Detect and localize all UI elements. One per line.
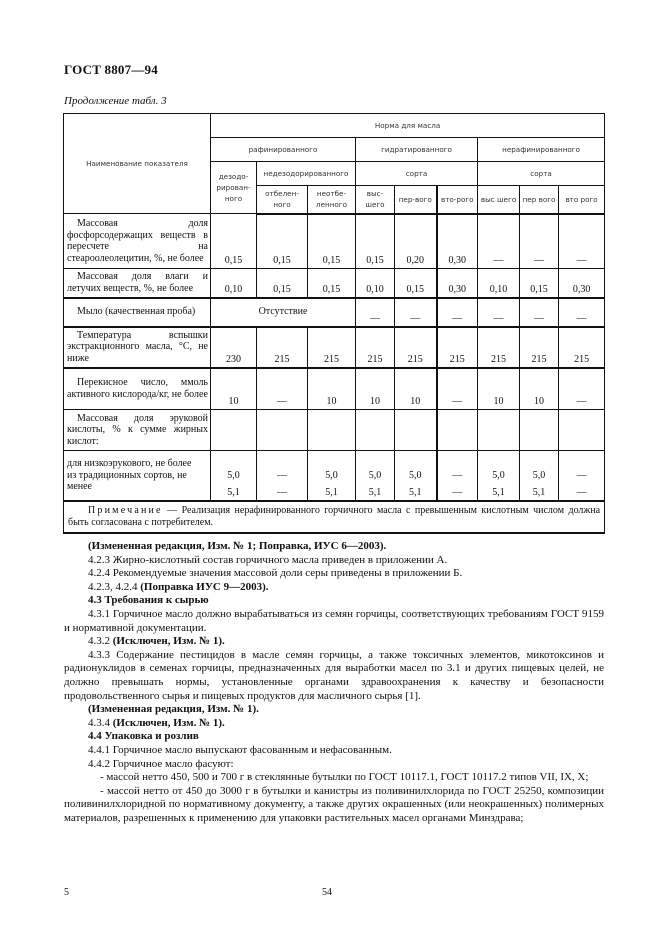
header-non-deodorized: недезодорированного: [257, 162, 356, 186]
cell: —: [437, 368, 478, 410]
row-label: Массовая доля эруковой кислоты, % к сумме жирных кислот:: [64, 410, 211, 451]
clause-4-4-1: 4.4.1 Горчичное масло выпускают фасованным и нефасованным.: [88, 743, 392, 756]
cell: 215: [520, 327, 559, 368]
header-hydrated: гидратированного: [356, 138, 478, 162]
cell: 10: [211, 368, 257, 410]
footer-left-number: 5: [64, 887, 69, 898]
cell: —: [437, 298, 478, 327]
cell: 215: [559, 327, 605, 368]
header-u-highest: выс шего: [478, 186, 520, 214]
cell: 215: [437, 327, 478, 368]
row-label: Массовая доля влаги и летучих веществ, %, не более: [64, 269, 211, 298]
cell: [478, 410, 520, 451]
note-label: Примечание: [88, 504, 163, 516]
cell: 0,30: [437, 269, 478, 298]
cell: 0,10: [211, 269, 257, 298]
clause-4-3-3: 4.3.3 Содержание пестицидов в масле семян горчицы, а также токсичных элементов, микотоксинов и радионуклидов в семенах горчицы, предназначенных для выработки масел по 3.1 и других пищевых целей, не должно превышать нормы, установленные органами здравоохранения к качеству и безопасности продовольственного сырья и пищевых продуктов для масличного сырья [1].: [64, 648, 604, 702]
cell: 5,0 5,1: [520, 451, 559, 501]
row-label: Мыло (качественная проба): [64, 298, 211, 327]
cell: 10: [478, 368, 520, 410]
cell: 0,10: [478, 269, 520, 298]
header-unbleached: неотбе-ленного: [308, 186, 356, 214]
cell: 10: [395, 368, 437, 410]
cell: 0,15: [308, 269, 356, 298]
cell-merged: Отсутствие: [211, 298, 356, 327]
cell: —: [559, 214, 605, 269]
section-heading-4-4: 4.4 Упаковка и розлив: [88, 730, 199, 743]
header-refined: рафинированного: [211, 138, 356, 162]
cell: [257, 410, 308, 451]
cell: 0,30: [559, 269, 605, 298]
cell: 5,0 5,1: [211, 451, 257, 501]
cell: 0,15: [395, 269, 437, 298]
cell: — —: [437, 451, 478, 501]
row-label: Температура вспышки экстракционного масла, °С, не ниже: [64, 327, 211, 368]
row-label: для низкоэрукового, не более из традиционных сортов, не менее: [64, 451, 211, 501]
table-row: [64, 214, 605, 269]
amendment-note: (Измененная редакция, Изм. № 1; Поправка, ИУС 6—2003).: [88, 540, 387, 552]
document-body: [64, 540, 604, 825]
cell: —: [559, 298, 605, 327]
cell: —: [520, 298, 559, 327]
cell: 0,15: [257, 214, 308, 269]
section-heading-4-3: 4.3 Требования к сырью: [88, 594, 209, 607]
cell: 215: [257, 327, 308, 368]
table-note-row: [64, 501, 605, 533]
cell: 10: [356, 368, 395, 410]
cell: —: [257, 368, 308, 410]
amendment-note-2: (Измененная редакция, Изм. № 1).: [88, 703, 259, 716]
cell: [356, 410, 395, 451]
cell: 0,15: [520, 269, 559, 298]
table-row: [64, 327, 605, 368]
cell: — —: [257, 451, 308, 501]
cell: [437, 410, 478, 451]
header-norm: Норма для масла: [211, 114, 605, 138]
header-grade-hydrated: сорта: [356, 162, 478, 186]
clause-4-2-3: 4.2.3 Жирно-кислотный состав горчичного масла приведен в приложении А.: [88, 553, 448, 566]
correction-note: 4.2.3, 4.2.4 (Поправка ИУС 9—2003).: [88, 580, 269, 593]
header-h-highest: выс-шего: [356, 186, 395, 214]
header-indicator-name: Наименование показателя: [64, 114, 211, 214]
cell: 230: [211, 327, 257, 368]
row-label: Массовая доля фосфорсодержащих веществ в пересчете на стеароолеолецитин, %, не более: [64, 214, 211, 269]
header-u-first: пер вого: [520, 186, 559, 214]
table-note: [64, 501, 605, 533]
cell: 215: [478, 327, 520, 368]
spec-table: [63, 113, 605, 534]
cell: —: [478, 298, 520, 327]
page-number: 54: [322, 887, 332, 898]
list-item: - массой нетто от 450 до 3000 г в бутылки и канистры из поливинилхлорида по ГОСТ 25250, композиции поливинилхлоридной по нормативному документу, а также других окрашенных (или неокрашенных) полимерных материалов, разрешенных к применению для упаковки растительных масел органами Минздрава;: [64, 784, 604, 824]
cell: 215: [356, 327, 395, 368]
cell: 5,0 5,1: [478, 451, 520, 501]
cell: 0,15: [356, 214, 395, 269]
cell: 5,0 5,1: [308, 451, 356, 501]
header-h-first: пер-вого: [395, 186, 437, 214]
cell: 0,15: [308, 214, 356, 269]
row-label: Перекисное число, ммоль активного кислорода/кг, не более: [64, 368, 211, 410]
cell: 10: [520, 368, 559, 410]
clause-4-3-1: 4.3.1 Горчичное масло должно вырабатываться из семян горчицы, соответствующих требованиям ГОСТ 9159 и нормативной документации.: [64, 607, 604, 634]
header-grade-unrefined: сорта: [478, 162, 605, 186]
cell: —: [559, 368, 605, 410]
cell: 10: [308, 368, 356, 410]
table-row: [64, 298, 605, 327]
clause-4-3-4: 4.3.4 (Исключен, Изм. № 1).: [88, 716, 225, 729]
cell: 5,0 5,1: [356, 451, 395, 501]
cell: 0,20: [395, 214, 437, 269]
clause-4-3-2: 4.3.2 (Исключен, Изм. № 1).: [88, 635, 225, 648]
cell: [395, 410, 437, 451]
table-row: [64, 269, 605, 298]
cell: [520, 410, 559, 451]
list-item: - массой нетто 450, 500 и 700 г в стеклянные бутылки по ГОСТ 10117.1, ГОСТ 10117.2 типов VII, IX, X;: [100, 771, 589, 784]
cell: 215: [308, 327, 356, 368]
header-deodorized: дезодо-рирован-ного: [211, 162, 257, 214]
cell: [308, 410, 356, 451]
document-id: ГОСТ 8807—94: [64, 62, 158, 77]
table-row: [64, 368, 605, 410]
header-unrefined: нерафинированного: [478, 138, 605, 162]
table-row: [64, 410, 605, 451]
header-u-second: вто рого: [559, 186, 605, 214]
cell: — —: [559, 451, 605, 501]
table-continuation-label: Продолжение табл. 3: [64, 95, 167, 107]
cell: —: [356, 298, 395, 327]
cell: —: [520, 214, 559, 269]
cell: —: [478, 214, 520, 269]
cell: 0,15: [257, 269, 308, 298]
table-row: [64, 451, 605, 501]
clause-4-4-2: 4.4.2 Горчичное масло фасуют:: [88, 757, 234, 770]
cell: —: [395, 298, 437, 327]
note-text: — Реализация нерафинированного горчичного масла с превышенным кислотным числом должна быть согласована с потребителем.: [68, 504, 601, 528]
cell: 0,30: [437, 214, 478, 269]
clause-4-2-4: 4.2.4 Рекомендуемые значения массовой доли серы приведены в приложении Б.: [88, 567, 463, 580]
header-bleached: отбелен-ного: [257, 186, 308, 214]
cell: 215: [395, 327, 437, 368]
cell: 5,0 5,1: [395, 451, 437, 501]
cell: [559, 410, 605, 451]
cell: 0,15: [211, 214, 257, 269]
cell: 0,10: [356, 269, 395, 298]
header-h-second: вто-рого: [437, 186, 478, 214]
cell: [211, 410, 257, 451]
